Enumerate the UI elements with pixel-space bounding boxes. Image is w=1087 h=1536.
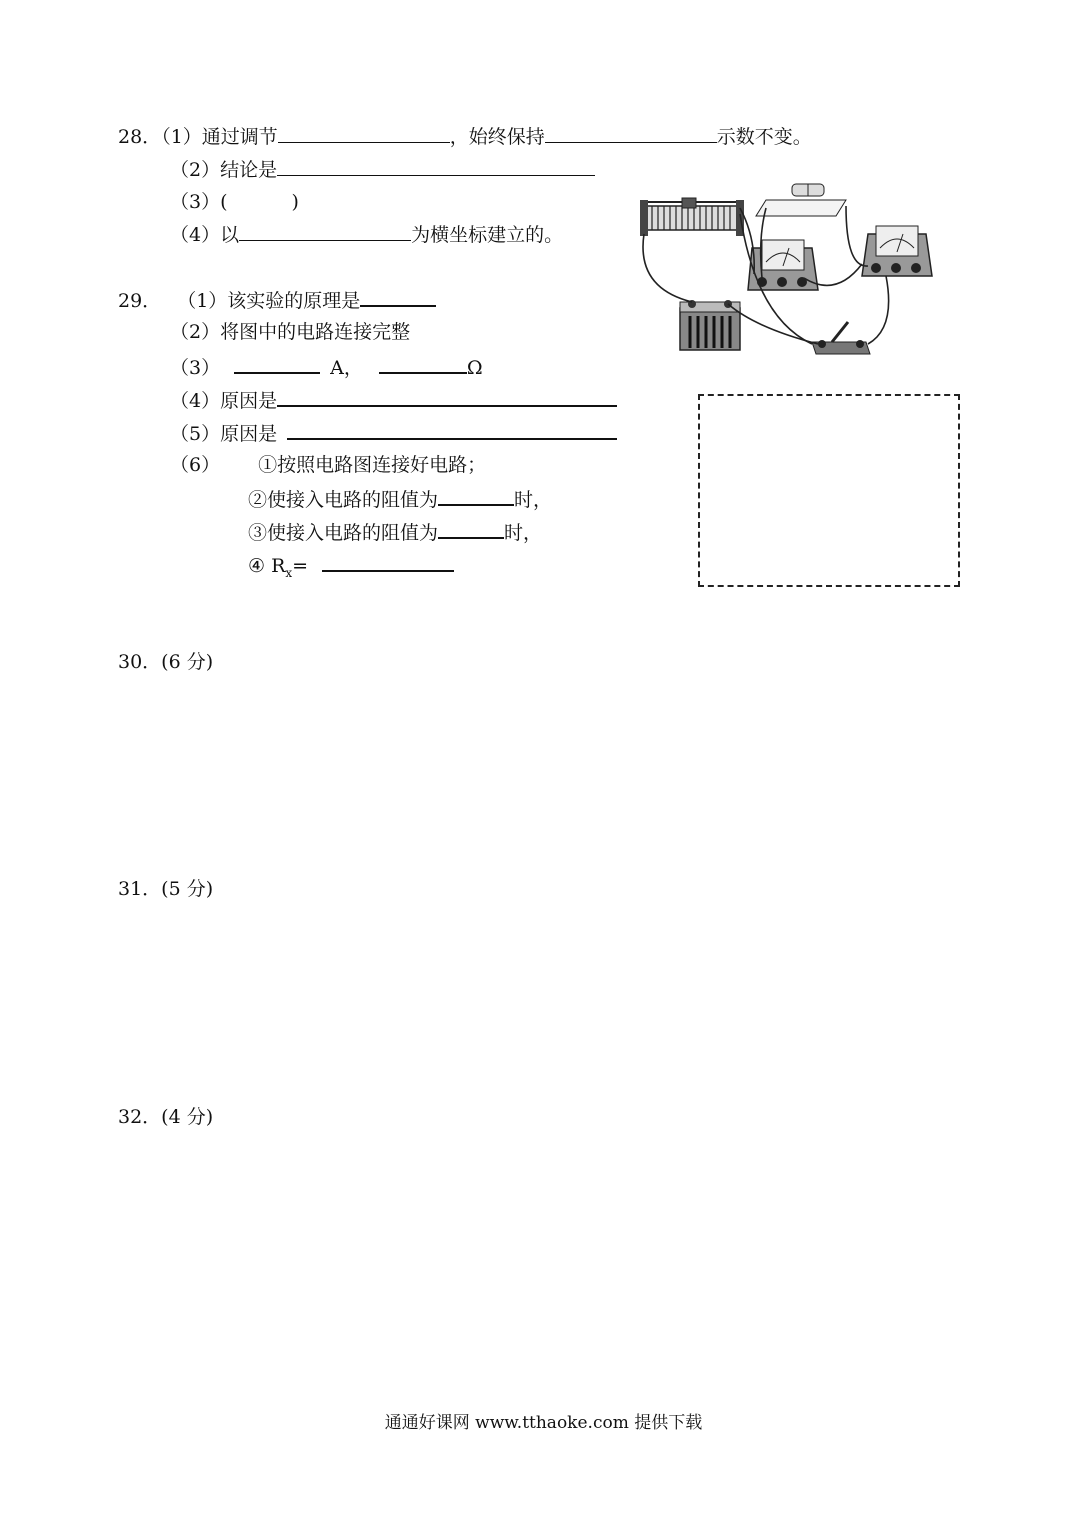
q29-line8 (248, 519, 542, 545)
q29-line9 (248, 552, 454, 585)
q29-step2-blank[interactable] (438, 486, 514, 506)
q29-part3-blank-resistance[interactable] (379, 354, 467, 374)
q28-part1-text-b: ，始终保持 (449, 126, 545, 148)
q29-step3-text-a: ③使接入电路的阻值为 (248, 522, 439, 544)
q28-part3-close: ) (291, 191, 299, 213)
q29-part4-text: （4）原因是 (170, 390, 278, 412)
q28-part4-blank[interactable] (239, 222, 411, 241)
q28-part3-open: （3）( (170, 191, 228, 213)
q29-part4-blank[interactable] (277, 387, 617, 407)
q29-part2-text: （2）将图中的电路连接完整 (170, 321, 411, 343)
q29-part5-blank[interactable] (287, 420, 617, 440)
q29-line6 (170, 453, 486, 477)
q29-line4 (170, 387, 617, 413)
q29-line7 (248, 486, 552, 512)
q28-part4-text-b: 为横坐标建立的。 (411, 224, 564, 246)
q29-part3-unit-ohm: Ω (466, 357, 483, 379)
q29-part1-blank[interactable] (360, 287, 436, 307)
q28-line1 (118, 124, 812, 149)
circuit-diagram-answer-box[interactable] (698, 394, 960, 587)
q28-part1-blank2[interactable] (545, 124, 717, 143)
q29-step4-text-a: ④ R (248, 555, 286, 577)
q29-step1: ①按照电路图连接好电路； (258, 454, 487, 476)
q29-part1-text: （1）该实验的原理是 (177, 290, 361, 312)
q29-step2-text-b: 时， (514, 489, 553, 511)
q29-step3-text-b: 时， (504, 522, 543, 544)
q29-part3-text: （3） (170, 357, 221, 379)
q28-line3 (170, 190, 299, 214)
resistor-icon (756, 184, 846, 216)
q29-part6-text: （6） (170, 454, 221, 476)
q29-number: 29． (118, 290, 162, 312)
q29-part5-text: （5）原因是 (170, 423, 278, 445)
rheostat-icon (640, 198, 744, 236)
q31-label: 31．(5 分) (118, 878, 214, 900)
q28-part4-text-a: （4）以 (170, 224, 240, 246)
q29-step2-text-a: ②使接入电路的阻值为 (248, 489, 439, 511)
q32-label: 32．(4 分) (118, 1106, 214, 1128)
q28-part1-text-a: （1）通过调节 (161, 126, 278, 148)
q30-label: 30．(6 分) (118, 651, 214, 673)
q29-part3-blank-current[interactable] (234, 354, 320, 374)
footer-source-text: 通通好课网 www.tthaoke.com 提供下载 (384, 1413, 703, 1433)
q29-part3-unit-ampere: A， (330, 357, 363, 379)
q29-step4-blank[interactable] (322, 552, 454, 572)
q29-line1 (118, 287, 436, 313)
q28-part2-blank[interactable] (277, 157, 595, 176)
ammeter-icon (862, 226, 932, 276)
q28-part1-text-c: 示数不变。 (716, 126, 812, 148)
q28-line4 (170, 222, 563, 247)
q29-step4-text-b: = (292, 555, 315, 577)
q29-line5 (170, 420, 617, 446)
q29-step3-blank[interactable] (438, 519, 504, 539)
q28-part2-text: （2）结论是 (170, 159, 278, 181)
q29-line2 (170, 320, 410, 344)
circuit-apparatus-figure (636, 178, 946, 358)
q28-part1-blank1[interactable] (278, 124, 450, 143)
q28-line2 (170, 157, 595, 182)
q29-line3 (170, 354, 483, 380)
q29-step4-subscript: x (285, 565, 293, 580)
battery-icon (680, 300, 740, 350)
switch-icon (812, 322, 870, 354)
q28-number: 28． (118, 126, 162, 148)
